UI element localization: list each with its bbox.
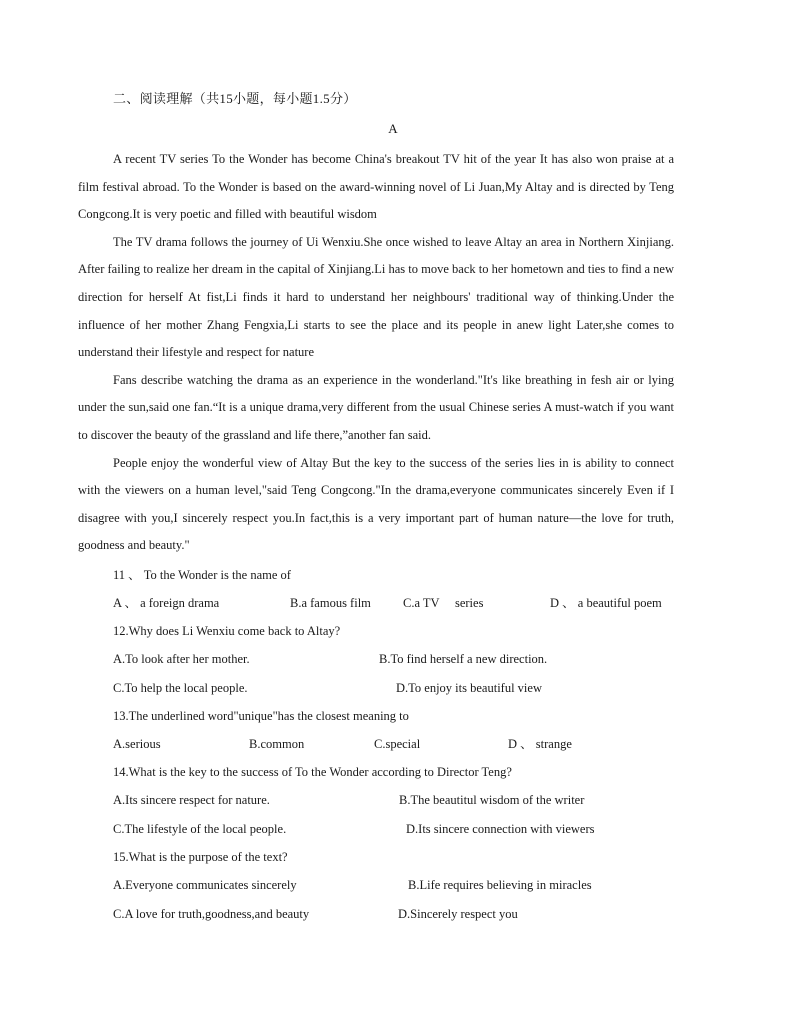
option-a: A.Its sincere respect for nature. <box>113 793 270 807</box>
question-options <box>113 645 703 674</box>
option-b: B.To find herself a new direction. <box>379 652 548 666</box>
option-b: B.The beautitul wisdom of the writer <box>399 793 585 807</box>
option-a: A.Everyone communicates sincerely <box>113 878 297 892</box>
question-stem: 12.Why does Li Wenxiu come back to Altay? <box>113 624 341 638</box>
option-d: D 、 a beautiful poem <box>550 596 662 610</box>
question-stem: 13.The underlined word"unique"has the closest meaning to <box>113 709 409 723</box>
question-options <box>113 815 703 844</box>
question-stem: 14.What is the key to the success of To the Wonder according to Director Teng? <box>113 765 512 779</box>
option-a: A 、 a foreign drama <box>113 596 220 610</box>
question-options <box>113 900 703 929</box>
section-title: 二、阅读理解（共15小题，每小题1.5分） <box>113 91 357 106</box>
question-11 <box>113 562 703 618</box>
question-options <box>113 674 703 703</box>
option-c: C.special <box>374 737 421 751</box>
question-options <box>113 871 703 900</box>
option-a: A.To look after her mother. <box>113 652 250 666</box>
option-d: D.Its sincere connection with viewers <box>406 822 595 836</box>
question-12 <box>113 618 703 703</box>
option-c: C.a TV series <box>403 596 484 610</box>
option-d: D 、 strange <box>508 737 572 751</box>
option-a: A.serious <box>113 737 161 751</box>
option-c: C.To help the local people. <box>113 681 248 695</box>
question-options <box>113 786 703 815</box>
question-13 <box>113 703 703 759</box>
question-options <box>113 730 703 759</box>
question-14 <box>113 759 703 844</box>
passage-paragraph: Fans describe watching the drama as an experience in the wonderland."It's like breathing in fesh air or lying under the sun,said one fan.“It is a unique drama,very different from the usual Chinese series A must-watch if you want to discover the beauty of the grassland and life there,”another fan said. <box>78 372 674 442</box>
passage-paragraph: A recent TV series To the Wonder has become China's breakout TV hit of the year It has also won praise at a film festival abroad. To the Wonder is based on the award-winning novel of Li Juan,My Altay and is directed by Teng Congcong.It is very poetic and filled with beautiful wisdom <box>78 152 674 222</box>
option-b: B.a famous film <box>290 596 371 610</box>
passage-letter: A <box>388 121 398 136</box>
option-c: C.The lifestyle of the local people. <box>113 822 287 836</box>
option-c: C.A love for truth,goodness,and beauty <box>113 907 310 921</box>
question-list <box>113 562 703 929</box>
question-15 <box>113 844 703 929</box>
question-stem: 15.What is the purpose of the text? <box>113 850 288 864</box>
option-d: D.Sincerely respect you <box>398 907 518 921</box>
passage-paragraph: The TV drama follows the journey of Ui Wenxiu.She once wished to leave Altay an area in Northern Xinjiang. After failing to realize her dream in the capital of Xinjiang.Li has to move back to her hometown and ties to find a new direction for herself At fist,Li finds it hard to understand her neighbours' traditional way of thinking.Under the influence of her mother Zhang Fengxia,Li starts to see the place and its people in anew light Later,she comes to understand their lifestyle and respect for nature <box>78 234 674 360</box>
option-d: D.To enjoy its beautiful view <box>396 681 542 695</box>
reading-passage <box>78 146 674 560</box>
option-b: B.common <box>249 737 305 751</box>
option-b: B.Life requires believing in miracles <box>408 878 592 892</box>
question-options <box>113 589 703 618</box>
passage-paragraph: People enjoy the wonderful view of Altay But the key to the success of the series lies in is ability to connect with the viewers on a human level,"said Teng Congcong."In the drama,everyone communicates sincerely Even if I disagree with you,I sincerely respect you.In fact,this is a very important part of human nature—the love for truth, goodness and beauty." <box>78 455 674 553</box>
question-stem: 11 、 To the Wonder is the name of <box>113 568 291 582</box>
